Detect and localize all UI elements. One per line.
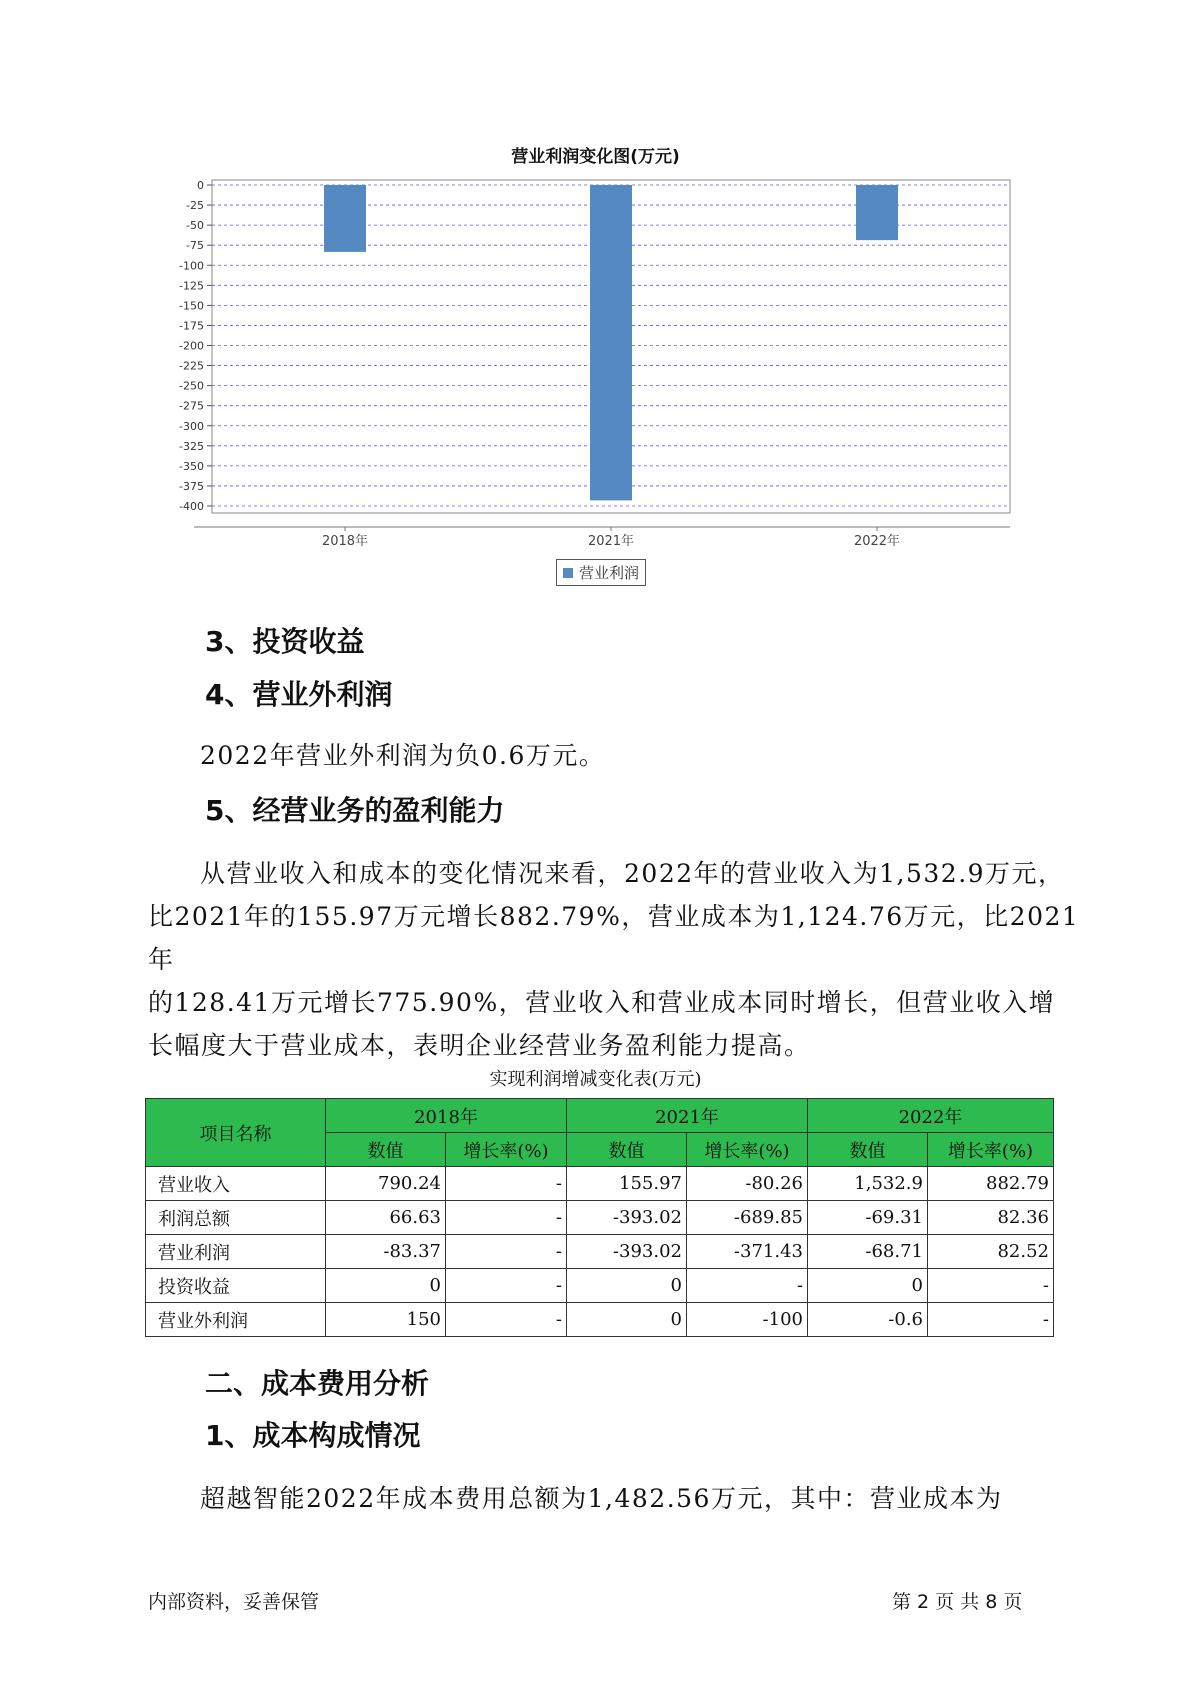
table-cell: - — [928, 1303, 1054, 1337]
table-cell: -689.85 — [687, 1201, 808, 1235]
legend-swatch — [563, 568, 573, 578]
y-tick-label: 0 — [197, 179, 204, 192]
y-tick-label: -100 — [179, 259, 204, 273]
table-cell: -68.71 — [808, 1235, 928, 1269]
profit-change-table — [145, 1098, 1054, 1337]
footer-confidential: 内部资料，妥善保管 — [148, 1591, 320, 1613]
y-tick-label: -250 — [179, 379, 204, 393]
header-value: 数值 — [808, 1133, 928, 1167]
y-tick-label: -275 — [179, 399, 204, 413]
y-tick-label: -300 — [179, 419, 204, 433]
row-label: 营业外利润 — [146, 1303, 326, 1337]
row-label: 营业收入 — [146, 1167, 326, 1201]
row-label: 利润总额 — [146, 1201, 326, 1235]
table-cell: -83.37 — [326, 1235, 446, 1269]
paragraph-nonoperating-profit — [148, 734, 1088, 777]
paragraph-line: 的128.41万元增长775.90%，营业收入和营业成本同时增长，但营业收入增 — [148, 988, 1056, 1017]
table-cell: -393.02 — [567, 1235, 687, 1269]
table-row — [146, 1201, 1054, 1235]
table-cell: 0 — [808, 1269, 928, 1303]
y-tick-label: -50 — [186, 219, 204, 233]
y-tick-label: -25 — [186, 199, 204, 213]
paragraph-line: 长幅度大于营业成本，表明企业经营业务盈利能力提高。 — [148, 1031, 811, 1060]
table-cell: 0 — [567, 1303, 687, 1337]
heading-investment-income: 3、投资收益 — [205, 625, 365, 658]
profit-bar-chart — [150, 165, 1030, 550]
row-label: 营业利润 — [146, 1235, 326, 1269]
heading-nonoperating-profit: 4、营业外利润 — [205, 678, 393, 711]
header-year: 2018年 — [326, 1099, 567, 1133]
header-value: 数值 — [326, 1133, 446, 1167]
table-row — [146, 1235, 1054, 1269]
paragraph-line: 比2021年的155.97万元增长882.79%，营业成本为1,124.76万元，比2021年 — [148, 902, 1080, 974]
bar — [590, 185, 632, 500]
paragraph-text: 2022年营业外利润为负0.6万元。 — [200, 741, 606, 770]
table-row — [146, 1167, 1054, 1201]
table-cell: - — [446, 1167, 567, 1201]
header-value: 数值 — [567, 1133, 687, 1167]
x-tick-label: 2022年 — [853, 534, 901, 549]
paragraph-cost — [148, 1477, 1088, 1520]
table-cell: 150 — [326, 1303, 446, 1337]
bar — [856, 185, 898, 240]
header-growth: 增长率(%) — [928, 1133, 1054, 1167]
heading-cost-analysis: 二、成本费用分析 — [205, 1367, 430, 1400]
table-cell: 155.97 — [567, 1167, 687, 1201]
chart-title: 营业利润变化图(万元) — [511, 147, 680, 167]
table-cell: 1,532.9 — [808, 1167, 928, 1201]
table-cell: - — [446, 1235, 567, 1269]
y-tick-label: -125 — [179, 279, 204, 293]
table-cell: 882.79 — [928, 1167, 1054, 1201]
table-cell: -100 — [687, 1303, 808, 1337]
table-cell: -0.6 — [808, 1303, 928, 1337]
table-cell: 790.24 — [326, 1167, 446, 1201]
table-cell: 0 — [567, 1269, 687, 1303]
paragraph-line: 从营业收入和成本的变化情况来看，2022年的营业收入为1,532.9万元， — [200, 859, 1065, 888]
table-cell: 82.36 — [928, 1201, 1054, 1235]
y-tick-label: -350 — [179, 459, 204, 473]
table-cell: -69.31 — [808, 1201, 928, 1235]
x-tick-label: 2021年 — [587, 534, 635, 549]
y-tick-label: -150 — [179, 299, 204, 313]
paragraph-profitability — [148, 852, 1088, 1067]
header-item-name: 项目名称 — [146, 1099, 326, 1167]
table-cell: -80.26 — [687, 1167, 808, 1201]
paragraph-text: 超越智能2022年成本费用总额为1,482.56万元，其中：营业成本为 — [200, 1484, 1003, 1513]
header-year: 2021年 — [567, 1099, 808, 1133]
legend-label: 营业利润 — [579, 564, 640, 582]
table-cell: - — [446, 1303, 567, 1337]
table-cell: -371.43 — [687, 1235, 808, 1269]
header-year: 2022年 — [808, 1099, 1054, 1133]
row-label: 投资收益 — [146, 1269, 326, 1303]
table-cell: 0 — [326, 1269, 446, 1303]
y-tick-label: -225 — [179, 359, 204, 373]
y-tick-label: -375 — [179, 479, 204, 493]
table-cell: 66.63 — [326, 1201, 446, 1235]
table-row — [146, 1303, 1054, 1337]
table-row — [146, 1269, 1054, 1303]
table-cell: - — [928, 1269, 1054, 1303]
header-growth: 增长率(%) — [687, 1133, 808, 1167]
y-tick-label: -175 — [179, 319, 204, 333]
table-caption: 实现利润增减变化表(万元) — [489, 1069, 702, 1090]
table-cell: 82.52 — [928, 1235, 1054, 1269]
bar — [324, 185, 366, 252]
x-tick-label: 2018年 — [321, 534, 369, 549]
y-tick-label: -75 — [186, 239, 204, 253]
header-growth: 增长率(%) — [446, 1133, 567, 1167]
table-cell: -393.02 — [567, 1201, 687, 1235]
table-cell: - — [446, 1201, 567, 1235]
y-tick-label: -325 — [179, 439, 204, 453]
heading-cost-structure: 1、成本构成情况 — [205, 1419, 421, 1452]
footer-page-number: 第 2 页 共 8 页 — [892, 1591, 1023, 1613]
heading-profitability: 5、经营业务的盈利能力 — [205, 794, 505, 827]
y-tick-label: -400 — [179, 500, 204, 513]
table-cell: - — [446, 1269, 567, 1303]
chart-legend — [556, 559, 646, 586]
y-tick-label: -200 — [179, 339, 204, 353]
table-cell: - — [687, 1269, 808, 1303]
